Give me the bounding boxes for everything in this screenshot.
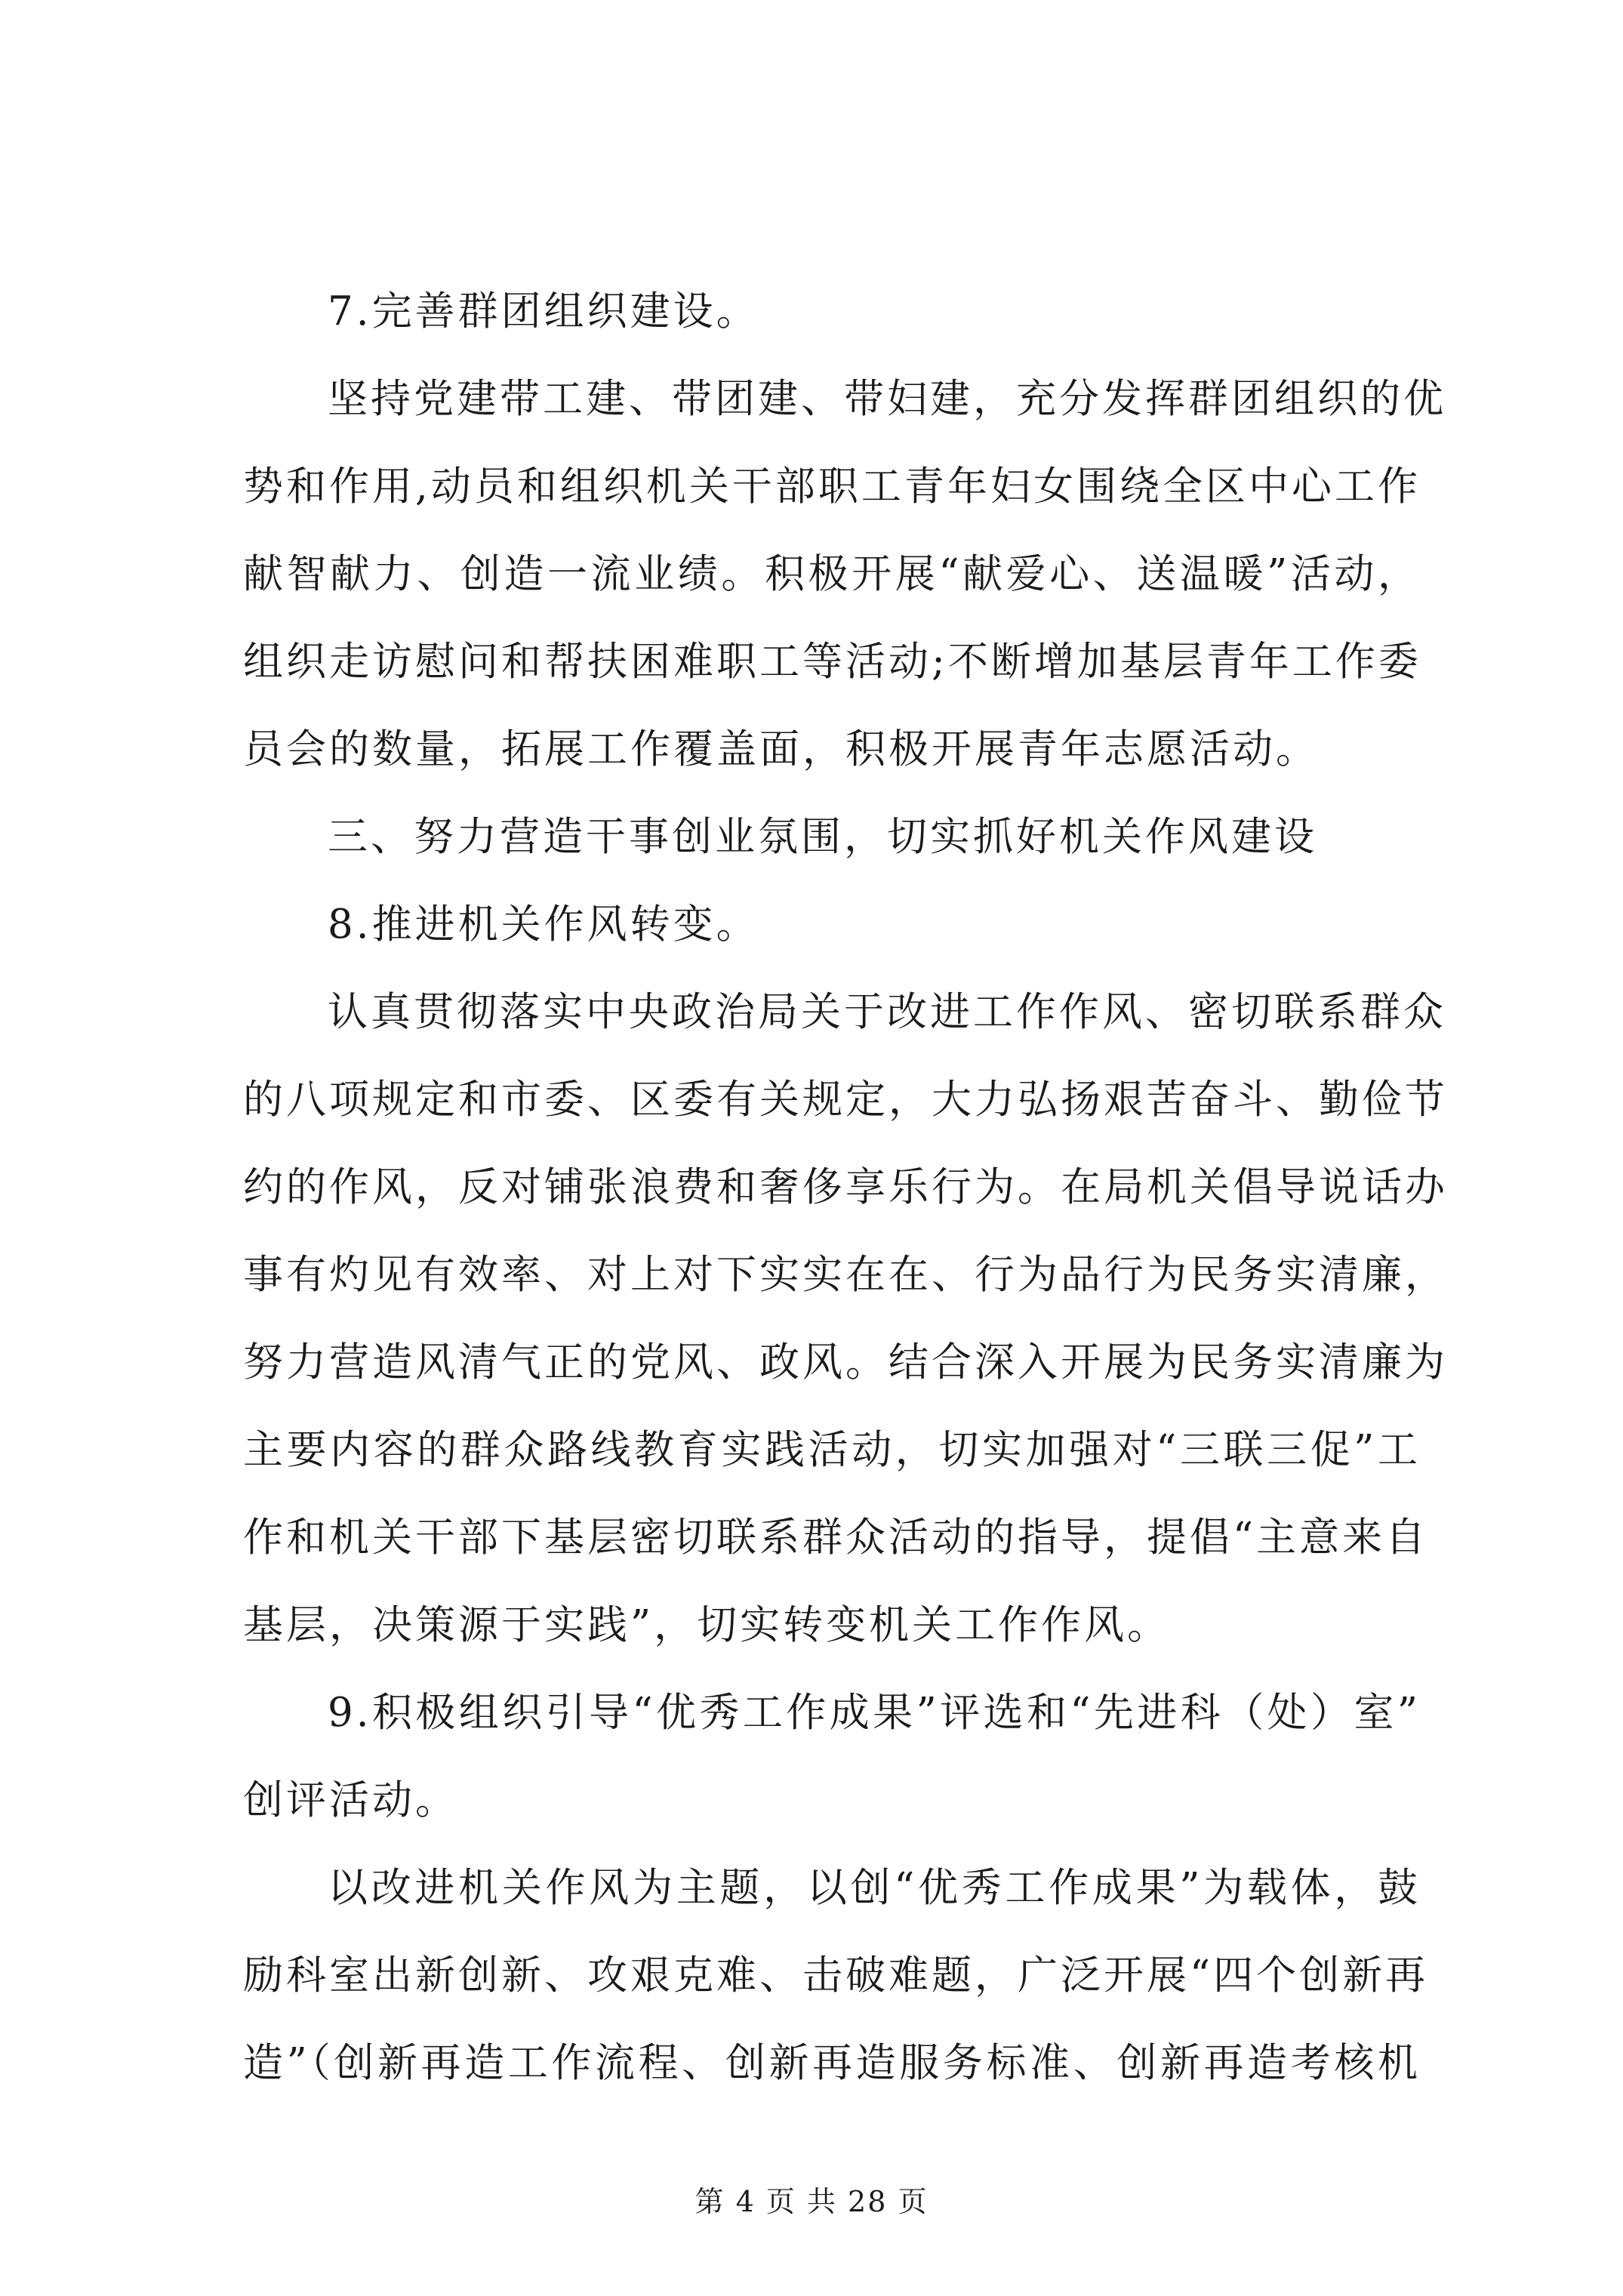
text-line: 认真贯彻落实中央政治局关于改进工作作风、密切联系群众: [328, 989, 1446, 1035]
text-line: 9.积极组织引导“优秀工作成果”评选和“先进科（处）室”: [328, 1690, 1421, 1736]
page-footer: 第 4 页 共 28 页: [694, 2185, 929, 2218]
text-line: 的八项规定和市委、区委有关规定，大力弘扬艰苦奋斗、勤俭节: [243, 1077, 1448, 1123]
text-line: 献智献力、创造一流业绩。积极开展“献爱心、送温暖”活动，: [243, 551, 1421, 597]
text-line: 事有灼见有效率、对上对下实实在在、行为品行为民务实清廉，: [243, 1252, 1448, 1298]
text-line: 8.推进机关作风转变。: [328, 901, 759, 948]
text-line: 努力营造风清气正的党风、政风。结合深入开展为民务实清廉为: [243, 1339, 1448, 1385]
text-line: 作和机关干部下基层密切联系群众活动的指导，提倡“主意来自: [243, 1515, 1429, 1561]
text-line: 组织走访慰问和帮扶困难职工等活动;不断增加基层青年工作委: [243, 639, 1421, 685]
text-line: 势和作用,动员和组织机关干部职工青年妇女围绕全区中心工作: [243, 464, 1421, 510]
text-line: 造”（创新再造工作流程、创新再造服务标准、创新再造考核机: [243, 2040, 1421, 2086]
text-line: 7.完善群团组织建设。: [328, 288, 759, 334]
text-line: 主要内容的群众路线教育实践活动，切实加强对“三联三促”工: [243, 1427, 1421, 1473]
text-line: 约的作风，反对铺张浪费和奢侈享乐行为。在局机关倡导说话办: [243, 1164, 1448, 1210]
text-line: 三、努力营造干事创业氛围，切实抓好机关作风建设: [328, 814, 1317, 860]
text-line: 励科室出新创新、攻艰克难、击破难题，广泛开展“四个创新再: [243, 1952, 1429, 1999]
text-line: 员会的数量，拓展工作覆盖面，积极开展青年志愿活动。: [243, 726, 1319, 772]
text-line: 坚持党建带工建、带团建、带妇建，充分发挥群团组织的优: [328, 376, 1446, 422]
text-line: 基层，决策源于实践”，切实转变机关工作作风。: [243, 1602, 1171, 1648]
text-line: 创评活动。: [243, 1777, 458, 1823]
text-line: 以改进机关作风为主题，以创“优秀工作成果”为载体，鼓: [328, 1865, 1421, 1911]
document-body: [243, 268, 1448, 2107]
